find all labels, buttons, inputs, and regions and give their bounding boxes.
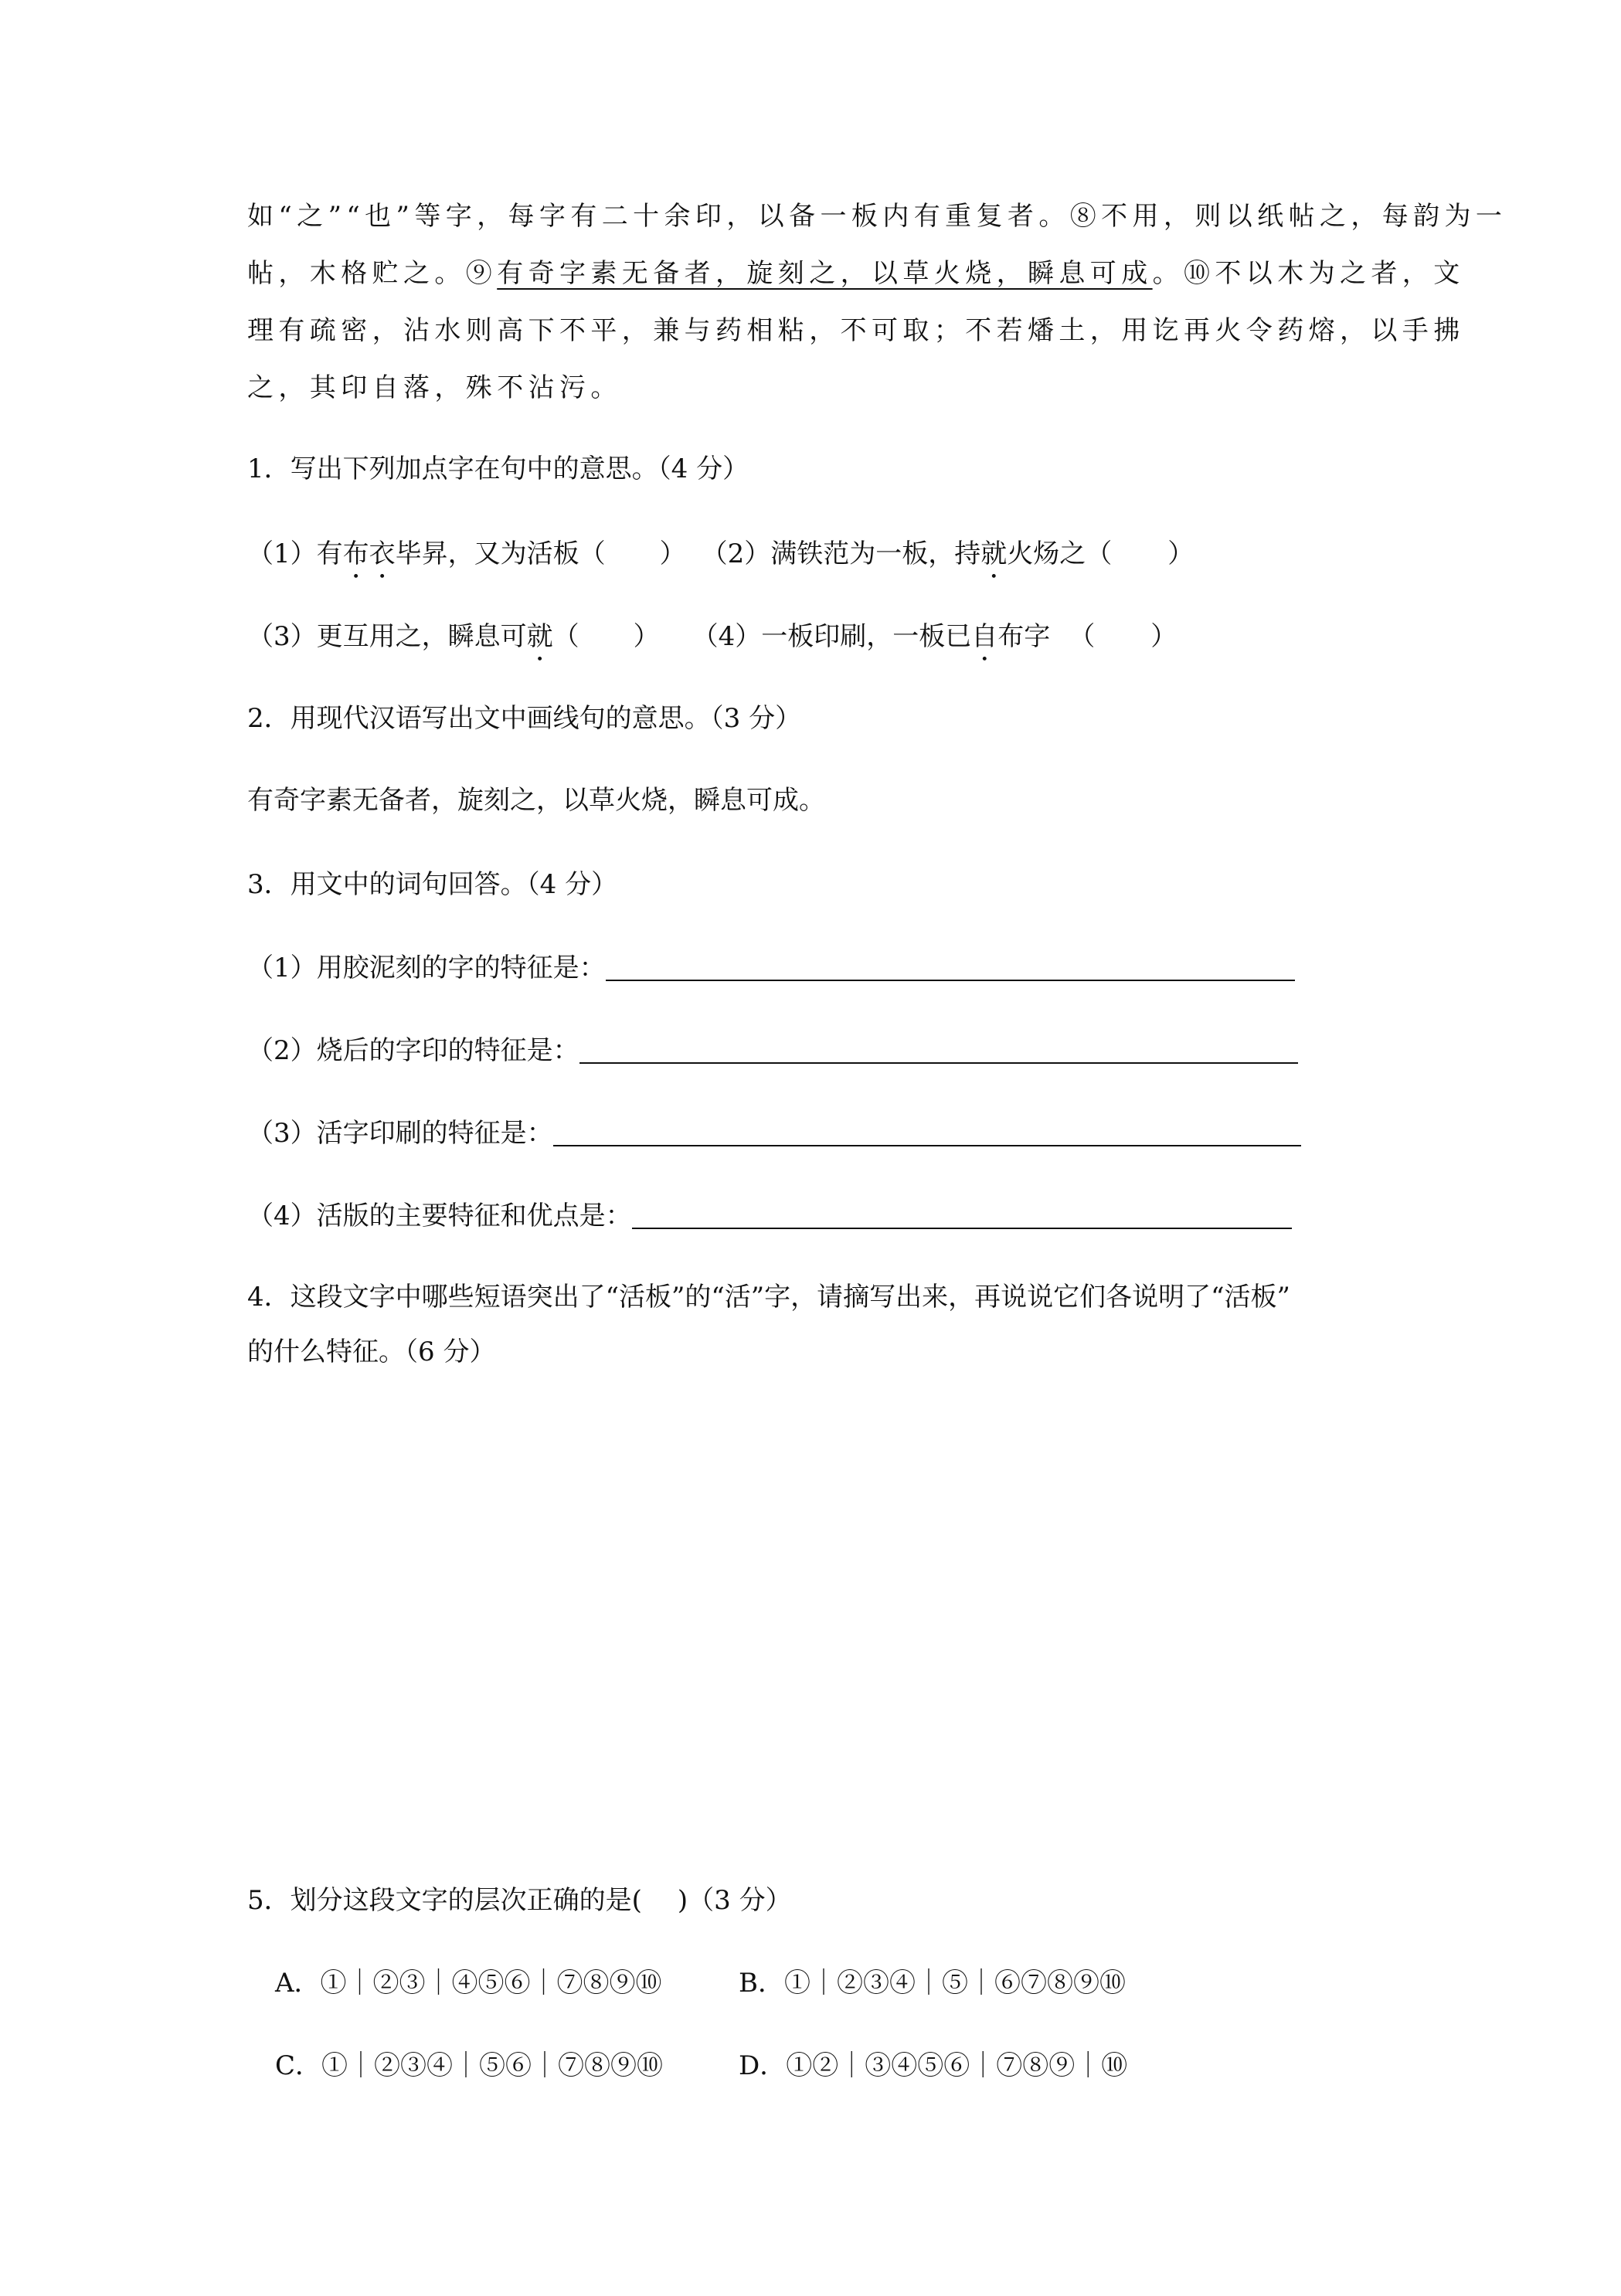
- answer-blank-1[interactable]: [606, 953, 1295, 981]
- passage-line-2-start: 帖，木格贮之。⑨: [247, 258, 498, 289]
- underlined-sentence: 有奇字素无备者，旋刻之，以草火烧，瞬息可成: [497, 258, 1153, 289]
- q1-item-4-dotted-char: 自: [971, 621, 998, 652]
- q1-item-4-label: （4）: [692, 621, 762, 652]
- q1-item-4-open-paren: （: [1069, 621, 1096, 652]
- question-5-title: [247, 1887, 792, 1914]
- q1-item-3-label: （3）: [247, 621, 317, 652]
- q3-item-4: [247, 1201, 1292, 1229]
- q1-item-1-text-pre: 有: [316, 538, 343, 569]
- q3-item-3: [247, 1118, 1301, 1149]
- answer-area[interactable]: [247, 1391, 1375, 1854]
- question-1-title: 1．写出下列加点字在句中的意思。（4 分）: [247, 453, 749, 484]
- q5-title-end: )（3 分）: [677, 1885, 792, 1916]
- q1-item-2-dotted-char: 就: [980, 538, 1008, 569]
- q1-item-3-text-pre: 更互用之，瞬息可: [316, 621, 527, 652]
- q1-item-2-text-post: 火炀之（: [1007, 538, 1113, 569]
- q3-item-1: [247, 953, 1295, 981]
- answer-blank-2[interactable]: [579, 1036, 1298, 1064]
- option-b[interactable]: B．①｜②③④｜⑤｜⑥⑦⑧⑨⑩: [739, 1968, 1126, 1999]
- q1-item-1-close-paren: ）: [659, 538, 686, 569]
- q3-item-2-label: （2）烧后的字印的特征是：: [247, 1035, 579, 1066]
- passage-line-2-end: 。⑩不以木为之者，文: [1152, 258, 1465, 289]
- passage-line-2: [247, 260, 1465, 287]
- q1-item-4-text-post: 布字: [997, 621, 1051, 652]
- option-d[interactable]: D．①②｜③④⑤⑥｜⑦⑧⑨｜⑩: [739, 2050, 1128, 2081]
- answer-blank-4[interactable]: [632, 1201, 1292, 1229]
- q1-item-3-close-paren: ）: [633, 621, 660, 652]
- passage-line-1: 如“之”“也”等字，每字有二十余印，以备一板内有重复者。⑧不用，则以纸帖之，每韵为一: [247, 201, 1507, 232]
- q1-item-4-text-pre: 一板印刷，一板已: [761, 621, 972, 652]
- q1-item-2-label: （2）: [701, 538, 771, 569]
- question-1-row-1: [247, 538, 1194, 585]
- q1-item-1-text-post: 毕昇，又为活板（: [395, 538, 606, 569]
- q1-item-2-close-paren: ）: [1167, 538, 1195, 569]
- q5-options-row-2: [275, 2050, 1128, 2081]
- answer-blank-3[interactable]: [553, 1119, 1301, 1146]
- question-2-title: 2．用现代汉语写出文中画线句的意思。（3 分）: [247, 703, 802, 734]
- passage-line-4: 之，其印自落，殊不沾污。: [247, 372, 622, 403]
- q5-options-row-1: [275, 1968, 1126, 1999]
- q3-item-1-label: （1）用胶泥刻的字的特征是：: [247, 953, 606, 983]
- q5-title-start: 5．划分这段文字的层次正确的是(: [247, 1885, 642, 1916]
- q1-item-1-label: （1）: [247, 538, 317, 569]
- option-c[interactable]: C．①｜②③④｜⑤⑥｜⑦⑧⑨⑩: [275, 2050, 664, 2081]
- option-a[interactable]: A．①｜②③｜④⑤⑥｜⑦⑧⑨⑩: [275, 1968, 662, 1999]
- q3-item-3-label: （3）活字印刷的特征是：: [247, 1118, 553, 1149]
- q1-item-3-dotted-char: 就: [526, 621, 553, 652]
- q1-item-1-dotted-char-1: 布: [342, 538, 369, 569]
- question-4-line-1: 4．这段文字中哪些短语突出了“活板”的“活”字，请摘写出来，再说说它们各说明了“活板”: [247, 1282, 1290, 1313]
- question-2-sentence: 有奇字素无备者，旋刻之，以草火烧，瞬息可成。: [247, 785, 825, 816]
- question-3-title: 3．用文中的词句回答。（4 分）: [247, 869, 618, 900]
- q3-item-2: [247, 1036, 1298, 1064]
- question-4-line-2: 的什么特征。（6 分）: [247, 1337, 496, 1367]
- q3-item-4-label: （4）活版的主要特征和优点是：: [247, 1201, 632, 1231]
- q1-item-3-open-paren: （: [552, 621, 579, 652]
- question-1-row-2: [247, 621, 1177, 667]
- q1-item-2-text-pre: 满铁范为一板，持: [770, 538, 981, 569]
- q1-item-4-close-paren: ）: [1150, 621, 1178, 652]
- passage-line-3: 理有疏密，沾水则高下不平，兼与药相粘，不可取；不若燔土，用讫再火令药熔，以手拂: [247, 315, 1465, 346]
- q1-item-1-dotted-char-2: 衣: [369, 538, 396, 569]
